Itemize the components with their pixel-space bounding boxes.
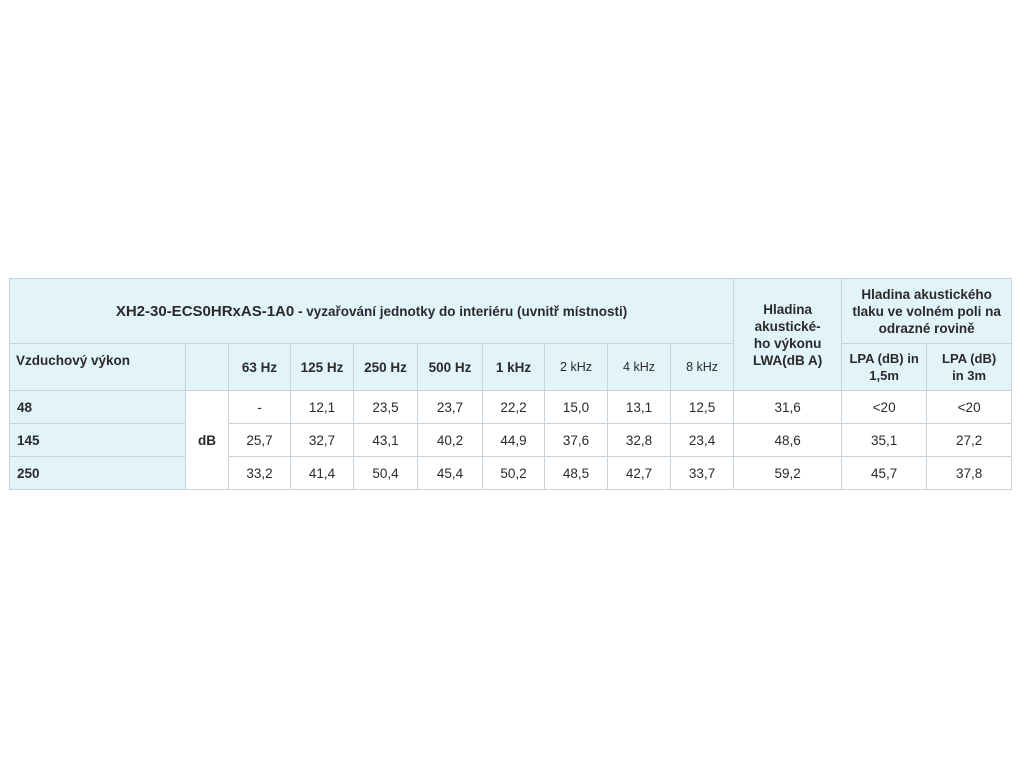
lpa-15m-header xyxy=(842,344,927,391)
value-cell: 42,7 xyxy=(608,457,671,490)
value-cell: 32,7 xyxy=(291,424,354,457)
table-row xyxy=(10,424,1012,457)
lpa-15m-header-line: 1,5m xyxy=(869,368,899,383)
freq-header-250hz: 250 Hz xyxy=(354,344,418,391)
lwa-header-line: Hladina xyxy=(763,301,812,317)
row-label: 250 xyxy=(10,457,186,490)
value-cell: 23,4 xyxy=(671,424,734,457)
row-label: 48 xyxy=(10,391,186,424)
value-cell: 44,9 xyxy=(483,424,545,457)
value-cell: 50,2 xyxy=(483,457,545,490)
value-cell: - xyxy=(229,391,291,424)
value-cell: 32,8 xyxy=(608,424,671,457)
table-row xyxy=(10,457,1012,490)
freq-header-2khz: 2 kHz xyxy=(545,344,608,391)
unit-cell: dB xyxy=(186,391,229,490)
lpa-3m-value: <20 xyxy=(927,391,1012,424)
value-cell: 23,7 xyxy=(418,391,483,424)
freq-header-8khz: 8 kHz xyxy=(671,344,734,391)
value-cell: 50,4 xyxy=(354,457,418,490)
lwa-value: 59,2 xyxy=(734,457,842,490)
value-cell: 25,7 xyxy=(229,424,291,457)
freq-header-1khz: 1 kHz xyxy=(483,344,545,391)
lpa-15m-value: 35,1 xyxy=(842,424,927,457)
model-name: XH2-30-ECS0HRxAS-1A0 xyxy=(115,302,295,320)
title-description: - vyzařování jednotky do interiéru (uvnitř místnosti) xyxy=(294,303,628,319)
value-cell: 45,4 xyxy=(418,457,483,490)
value-cell: 43,1 xyxy=(354,424,418,457)
lpa-3m-value: 27,2 xyxy=(927,424,1012,457)
lpa-3m-header xyxy=(927,344,1012,391)
lpa-group-header-line: tlaku ve volném poli na xyxy=(852,303,1001,319)
value-cell: 22,2 xyxy=(483,391,545,424)
lwa-value: 31,6 xyxy=(734,391,842,424)
unit-header-empty xyxy=(186,344,229,391)
lpa-group-header xyxy=(842,279,1012,344)
lwa-value: 48,6 xyxy=(734,424,842,457)
lwa-header xyxy=(734,279,842,391)
value-cell: 15,0 xyxy=(545,391,608,424)
lpa-group-header-line: odrazné rovině xyxy=(878,320,975,336)
value-cell: 12,5 xyxy=(671,391,734,424)
acoustic-table-container xyxy=(9,278,1011,490)
row-header-airflow: Vzduchový výkon xyxy=(10,344,186,391)
freq-header-500hz: 500 Hz xyxy=(418,344,483,391)
value-cell: 33,2 xyxy=(229,457,291,490)
value-cell: 37,6 xyxy=(545,424,608,457)
value-cell: 48,5 xyxy=(545,457,608,490)
value-cell: 33,7 xyxy=(671,457,734,490)
lwa-header-line: ho výkonu xyxy=(753,335,822,351)
table-title xyxy=(10,279,734,344)
lpa-15m-value: <20 xyxy=(842,391,927,424)
value-cell: 23,5 xyxy=(354,391,418,424)
value-cell: 13,1 xyxy=(608,391,671,424)
acoustic-data-table xyxy=(9,278,1012,490)
value-cell: 41,4 xyxy=(291,457,354,490)
lpa-3m-header-line: in 3m xyxy=(952,368,987,383)
freq-header-4khz: 4 kHz xyxy=(608,344,671,391)
lpa-3m-value: 37,8 xyxy=(927,457,1012,490)
lpa-15m-value: 45,7 xyxy=(842,457,927,490)
lwa-header-line: LWA(dB A) xyxy=(753,352,823,368)
value-cell: 40,2 xyxy=(418,424,483,457)
value-cell: 12,1 xyxy=(291,391,354,424)
row-label: 145 xyxy=(10,424,186,457)
lpa-3m-header-line: LPA (dB) xyxy=(942,351,997,366)
table-row xyxy=(10,391,1012,424)
lwa-header-line: akustické- xyxy=(754,318,821,334)
freq-header-125hz: 125 Hz xyxy=(291,344,354,391)
freq-header-63hz: 63 Hz xyxy=(229,344,291,391)
lpa-15m-header-line: LPA (dB) in xyxy=(849,351,919,366)
lpa-group-header-line: Hladina akustického xyxy=(861,286,992,302)
